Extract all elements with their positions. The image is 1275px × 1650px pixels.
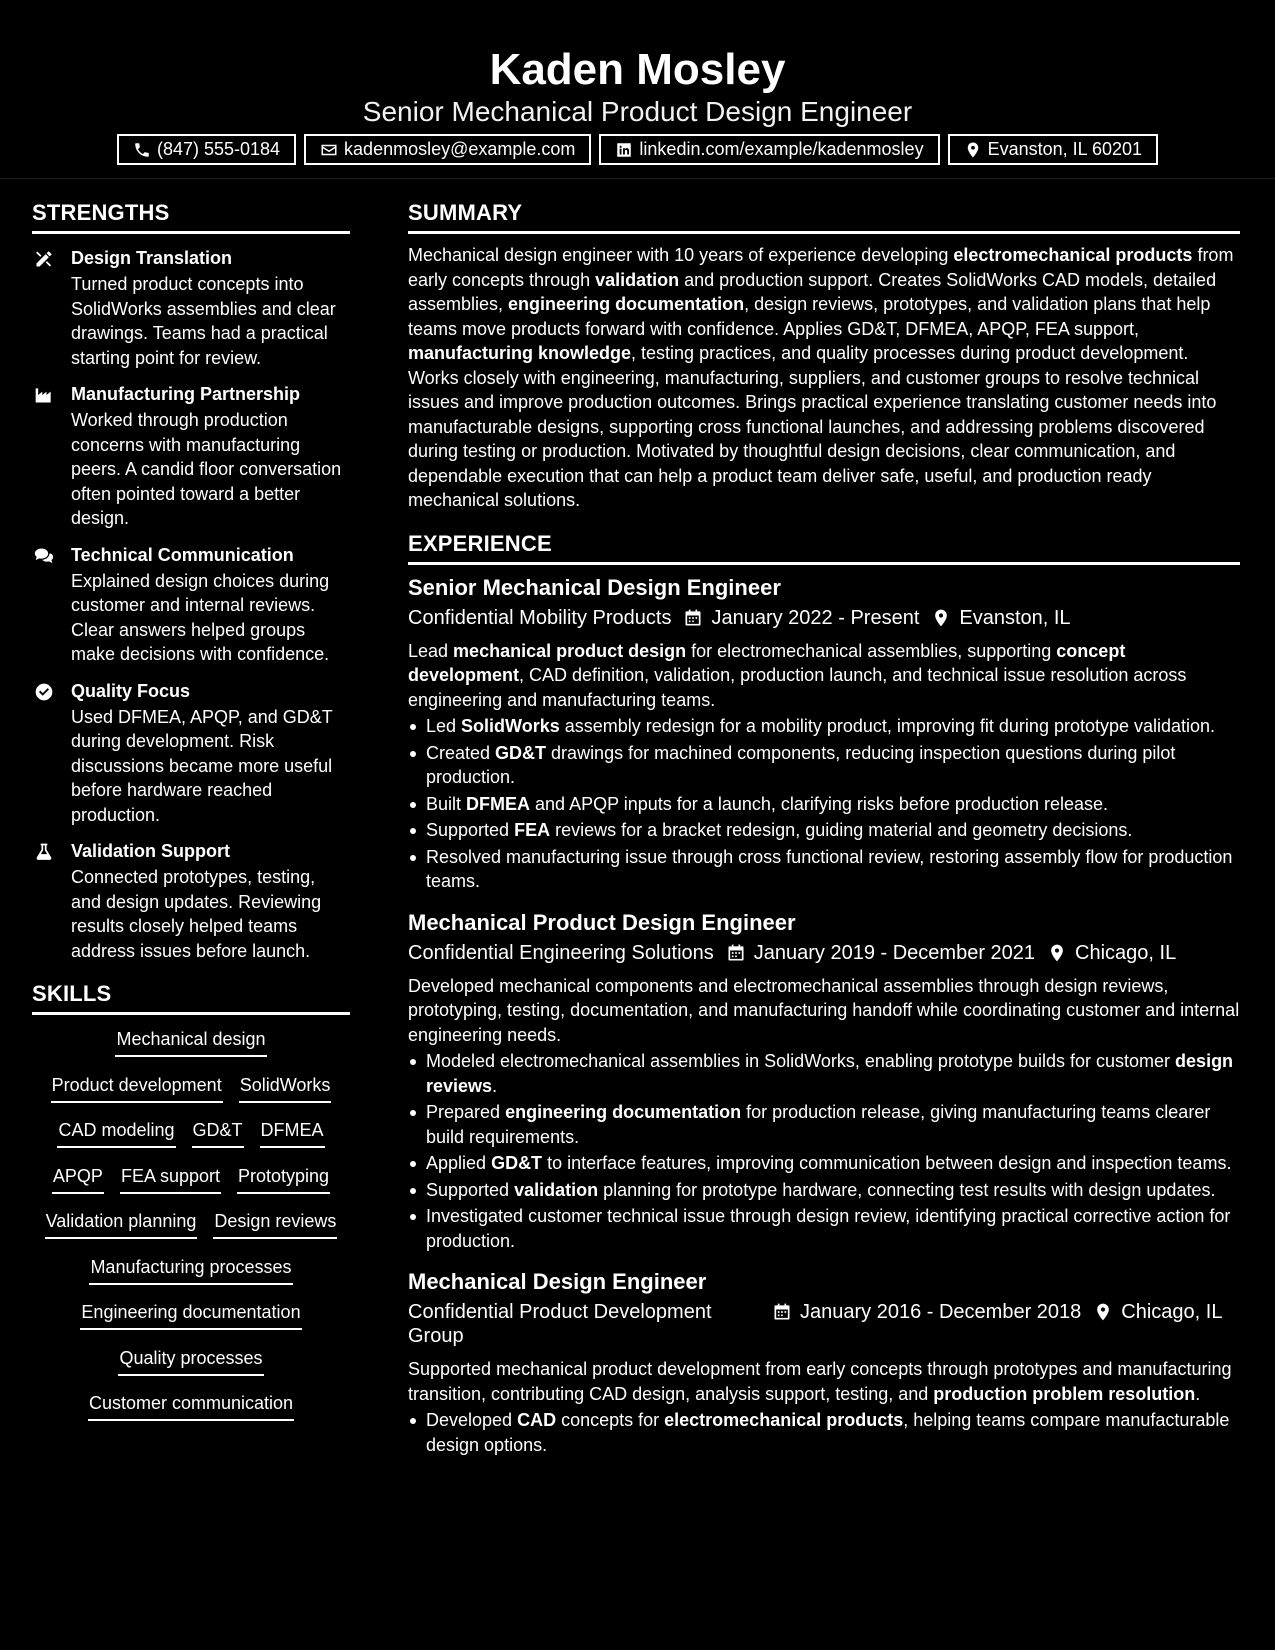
- emphasis-text: CAD: [517, 1410, 557, 1430]
- emphasis-text: validation: [595, 269, 680, 290]
- calendar-icon: [683, 608, 703, 628]
- skill-row: [32, 1164, 350, 1210]
- strength-title: Manufacturing Partnership: [71, 384, 301, 404]
- skill-row: [32, 1027, 350, 1073]
- linkedin-text: linkedin.com/example/kadenmosley: [639, 139, 924, 159]
- text-run: for production release, giving manufacturing teams clearer build requirements.: [426, 1102, 1211, 1147]
- text-run: , testing practices, and quality processes during product development. Works closely with engineering, manufacturing, suppliers, and customer groups to resolve technical issues and improve production outcomes. Brings practical experience translating customer needs into manufacturable designs, supporting cross functional launches, and addressing problems discovered during testing or production. Motivated by thoughtful design decisions, clear communication, and dependable execution that can help a product team deliver safe, useful, and production ready mechanical solutions.: [408, 343, 1217, 510]
- text-run: planning for prototype hardware, connecting test results with design updates.: [598, 1179, 1216, 1200]
- strength-desc: Connected prototypes, testing, and design updates. Reviewing results closely helped teams address issues before launch.: [71, 867, 322, 961]
- job-bullet: [408, 1408, 1240, 1457]
- job-bullet: [408, 818, 1240, 843]
- text-run: Supported: [426, 820, 515, 840]
- job-entry: [408, 908, 1240, 1254]
- text-run: Investigated customer technical issue through design review, identifying practical corrective action for production.: [426, 1206, 1231, 1251]
- text-run: Lead: [408, 640, 454, 661]
- text-run: drawings for machined components, reducing inspection questions during pilot production.: [426, 742, 1176, 787]
- design-tools-icon: [34, 249, 54, 269]
- skill-tag: Mechanical design: [115, 1027, 266, 1057]
- comments-icon: [34, 546, 54, 566]
- text-run: reviews for a bracket redesign, guiding material and geometry decisions.: [550, 820, 1133, 840]
- job-bullet: [408, 792, 1240, 817]
- text-run: Developed mechanical components and electromechanical assemblies through design reviews, prototyping, testing, documentation, and manufacturing handoff while coordinating customer and internal engineering needs.: [408, 975, 1240, 1045]
- skill-tag: APQP: [52, 1164, 104, 1194]
- job-title: Mechanical Product Design Engineer: [408, 909, 796, 935]
- contact-location: [948, 134, 1158, 165]
- job-meta: [408, 1300, 1240, 1348]
- skill-tag: Prototyping: [237, 1164, 330, 1194]
- phone-icon: [133, 141, 151, 159]
- emphasis-text: electromechanical products: [953, 245, 1193, 265]
- emphasis-text: SolidWorks: [461, 716, 560, 736]
- emphasis-text: engineering documentation: [508, 294, 745, 314]
- job-bullet: [408, 1100, 1240, 1149]
- strength-desc: Used DFMEA, APQP, and GD&T during development. Risk discussions became more useful before hardware reached production.: [71, 706, 333, 825]
- skill-tag: Engineering documentation: [80, 1300, 301, 1330]
- job-bullet: [408, 845, 1240, 894]
- skill-tag: FEA support: [120, 1164, 221, 1194]
- strength-item: [32, 382, 350, 531]
- job-location: [931, 606, 1070, 630]
- linkedin-icon: [615, 141, 633, 159]
- strength-title: Design Translation: [71, 248, 233, 268]
- job-dates: [726, 941, 1035, 965]
- skill-tag: Validation planning: [45, 1209, 198, 1239]
- strengths-list: [32, 246, 350, 963]
- job-location-text: Chicago, IL: [1121, 1301, 1223, 1323]
- strength-title: Quality Focus: [71, 680, 191, 701]
- job-title: Mechanical Design Engineer: [408, 1269, 707, 1294]
- job-dates-text: January 2022 - Present: [711, 606, 920, 629]
- emphasis-text: engineering documentation: [505, 1102, 742, 1122]
- text-run: , CAD definition, validation, production launch, and technical issue resolution across engineering and manufacturing teams.: [408, 665, 1187, 710]
- text-run: Built: [426, 793, 467, 814]
- text-run: Resolved manufacturing issue through cross functional review, restoring assembly flow for production teams.: [426, 846, 1233, 891]
- strengths-heading: STRENGTHS: [32, 198, 350, 234]
- job-bullet: [408, 1204, 1240, 1253]
- check-circle-icon: [34, 682, 54, 702]
- skill-tag: SolidWorks: [239, 1073, 332, 1103]
- skill-tag: Design reviews: [213, 1209, 337, 1239]
- phone-text: (847) 555-0184: [156, 139, 281, 159]
- summary-heading: SUMMARY: [408, 198, 1240, 234]
- map-pin-icon: [964, 141, 982, 159]
- job-dates: [772, 1300, 1081, 1324]
- job-description: [408, 1357, 1240, 1406]
- contact-linkedin[interactable]: [599, 134, 939, 165]
- text-run: from early concepts through: [408, 245, 1234, 290]
- text-run: Modeled electromechanical assemblies in SolidWorks, enabling prototype builds for customer: [426, 1051, 1176, 1071]
- text-run: assembly redesign for a mobility product, improving fit during prototype validation.: [559, 716, 1216, 736]
- calendar-icon: [726, 943, 746, 963]
- skills-heading: SKILLS: [32, 979, 350, 1015]
- location-text: Evanston, IL 60201: [987, 139, 1143, 159]
- strength-desc: Worked through production concerns with manufacturing peers. A candid floor conversation often pointed toward a better design.: [71, 410, 342, 528]
- job-location: [1093, 1300, 1222, 1324]
- skills-section: [32, 979, 350, 1437]
- text-run: .: [492, 1075, 498, 1096]
- emphasis-text: electromechanical products: [664, 1410, 904, 1430]
- job-bullet: [408, 741, 1240, 790]
- skills-list: [32, 1027, 350, 1437]
- job-dates-text: January 2016 - December 2018: [800, 1301, 1082, 1323]
- job-meta: [408, 606, 1240, 630]
- text-run: Supported mechanical product development from early concepts through prototypes and manufacturing transition, contributing CAD design, analysis support, testing, and: [408, 1359, 1232, 1404]
- job-entry: [408, 573, 1240, 894]
- job-location-text: Chicago, IL: [1075, 941, 1177, 964]
- job-bullets: [408, 1049, 1240, 1253]
- job-list: [408, 573, 1240, 1458]
- strength-desc: Turned product concepts into SolidWorks assemblies and clear drawings. Teams had a practical starting point for review.: [71, 274, 336, 368]
- skill-tag: Product development: [51, 1073, 223, 1103]
- job-description: [408, 639, 1240, 713]
- strength-desc: Explained design choices during customer and internal reviews. Clear answers helped groups make decisions with confidence.: [71, 570, 330, 664]
- strength-item: [32, 679, 350, 828]
- skill-tag: DFMEA: [260, 1118, 325, 1148]
- strength-title: Technical Communication: [71, 544, 294, 565]
- flask-icon: [34, 842, 54, 862]
- emphasis-text: validation: [514, 1179, 599, 1200]
- job-bullet: [408, 1049, 1240, 1098]
- emphasis-text: production problem resolution: [933, 1383, 1196, 1404]
- job-dates-text: January 2019 - December 2021: [753, 941, 1036, 964]
- skill-row: [32, 1255, 350, 1301]
- map-pin-icon: [1093, 1302, 1113, 1322]
- job-bullets: [408, 1408, 1240, 1457]
- skill-row: [32, 1300, 350, 1346]
- job-title: Senior Mechanical Design Engineer: [408, 574, 781, 600]
- emphasis-text: GD&T: [491, 1153, 543, 1173]
- envelope-icon: [320, 141, 338, 159]
- job-company: Confidential Engineering Solutions: [408, 941, 714, 964]
- candidate-title: Senior Mechanical Product Design Engineer: [362, 96, 913, 127]
- candidate-name: Kaden Mosley: [489, 45, 786, 94]
- experience-section: [408, 529, 1240, 1458]
- text-run: and APQP inputs for a launch, clarifying risks before production release.: [530, 793, 1109, 814]
- emphasis-text: design reviews: [426, 1051, 1234, 1096]
- job-bullet: [408, 1151, 1240, 1176]
- job-company: Confidential Product Development Group: [408, 1301, 712, 1347]
- right-column: [408, 198, 1240, 1459]
- strength-item: [32, 839, 350, 963]
- emphasis-text: manufacturing knowledge: [408, 343, 632, 363]
- text-run: Led: [426, 716, 462, 736]
- skill-row: [32, 1209, 350, 1255]
- job-bullet: [408, 1178, 1240, 1203]
- skill-tag: Quality processes: [118, 1346, 263, 1376]
- emphasis-text: mechanical product design: [453, 640, 687, 661]
- text-run: Prepared: [426, 1102, 506, 1122]
- contact-email[interactable]: [304, 134, 591, 165]
- text-run: Supported: [426, 1179, 515, 1200]
- contact-phone[interactable]: [117, 134, 296, 165]
- emphasis-text: concept development: [408, 640, 1126, 685]
- skill-row: [32, 1346, 350, 1392]
- job-location-text: Evanston, IL: [959, 606, 1071, 629]
- calendar-icon: [772, 1302, 792, 1322]
- emphasis-text: DFMEA: [466, 793, 531, 814]
- strength-item: [32, 246, 350, 370]
- job-location: [1047, 941, 1176, 965]
- strength-item: [32, 543, 350, 667]
- text-run: Applied: [426, 1153, 492, 1173]
- email-text: kadenmosley@example.com: [344, 139, 576, 159]
- contact-bar: [0, 134, 1275, 165]
- job-dates: [683, 606, 919, 630]
- resume-header: [0, 0, 1275, 179]
- map-pin-icon: [1047, 943, 1067, 963]
- job-bullets: [408, 714, 1240, 894]
- skill-tag: GD&T: [192, 1118, 244, 1148]
- skill-row: [32, 1073, 350, 1119]
- text-run: and production support. Creates SolidWorks CAD models, detailed assemblies,: [408, 269, 1217, 314]
- text-run: , design reviews, prototypes, and validation plans that help teams move products forward with confidence. Applies GD&T, DFMEA, APQP, FEA support,: [408, 294, 1211, 339]
- skill-row: [32, 1391, 350, 1437]
- skill-tag: Manufacturing processes: [89, 1255, 292, 1285]
- job-company: Confidential Mobility Products: [408, 606, 672, 629]
- left-column: [32, 198, 350, 1437]
- skill-tag: Customer communication: [88, 1391, 294, 1421]
- job-meta: [408, 941, 1240, 965]
- job-entry: [408, 1267, 1240, 1457]
- skill-tag: CAD modeling: [57, 1118, 175, 1148]
- job-bullet: [408, 714, 1240, 739]
- text-run: Mechanical design engineer with 10 years of experience developing: [408, 245, 954, 265]
- text-run: .: [1195, 1383, 1201, 1404]
- strength-title: Validation Support: [71, 841, 231, 861]
- text-run: Created: [426, 742, 496, 763]
- emphasis-text: GD&T: [495, 742, 547, 763]
- emphasis-text: FEA: [514, 820, 551, 840]
- text-run: for electromechanical assemblies, supporting: [686, 640, 1057, 661]
- summary-text: [408, 243, 1240, 513]
- text-run: , helping teams compare manufacturable design options.: [426, 1410, 1230, 1455]
- text-run: Developed: [426, 1410, 518, 1430]
- text-run: concepts for: [556, 1410, 665, 1430]
- text-run: to interface features, improving communication between design and inspection teams.: [542, 1153, 1232, 1173]
- map-pin-icon: [931, 608, 951, 628]
- experience-heading: EXPERIENCE: [408, 529, 1240, 565]
- industry-icon: [34, 385, 54, 405]
- skill-row: [32, 1118, 350, 1164]
- job-description: [408, 974, 1240, 1048]
